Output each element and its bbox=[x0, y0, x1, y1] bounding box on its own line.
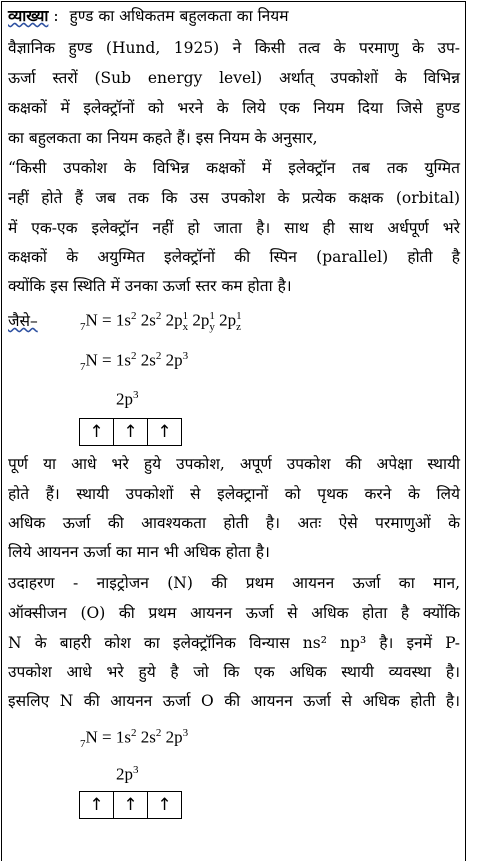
para2-line-3: में एक-एक इलेक्ट्रॉन नहीं हो जाता है। साथ ही साथ अर्धपूर्ण भरे bbox=[8, 219, 460, 237]
para4-line-2: ऑक्सीजन (O) की प्रथम आयनन ऊर्जा से अधिक होता है क्योंकि bbox=[8, 604, 460, 622]
para1-line-1: वैज्ञानिक हुण्ड (Hund, 1925) ने किसी तत्व के परमाणु के उप- bbox=[8, 39, 460, 57]
para3-line-2: होते हैं। स्थायी उपकोशों से इलेक्ट्रानों को पृथक करने के लिये bbox=[8, 485, 460, 503]
para4-line-4: उपकोश आधे भरे हुये है जो कि एक अधिक स्थायी व्यवस्था है। bbox=[8, 663, 460, 681]
para2-line-1: “किसी उपकोश के विभिन्न कक्षकों में इलेक्ट्रॉन तब तक युग्मित bbox=[8, 159, 460, 177]
para4-line-3: N के बाहरी कोश का इलेक्ट्रॉनिक विन्यास ns² np³ है। इनमें P- bbox=[8, 634, 460, 652]
para1-line-3: कक्षकों में इलेक्ट्रॉनों को भरने के लिये एक नियम दिया जिसे हुण्ड bbox=[8, 99, 460, 117]
para1-line-2: ऊर्जा स्तरों (Sub energy level) अर्थात् उपकोशों के विभिन्न bbox=[8, 69, 460, 87]
para4-line-1: उदाहरण - नाइट्रोजन (N) की प्रथम आयनन ऊर्जा का मान, bbox=[8, 574, 460, 592]
para1-line-4: का बहुलकता का नियम कहते हैं। इस नियम के अनुसार, bbox=[8, 129, 318, 147]
up-arrow-icon: ↑ bbox=[80, 792, 114, 818]
orbital-diagram-2 bbox=[79, 791, 182, 819]
example-label: जैसे– bbox=[8, 312, 38, 330]
up-arrow-icon: ↑ bbox=[157, 795, 172, 815]
para2-line-2: नहीं होते हैं जब तक कि उस उपकोश के प्रत्येक कक्षक (orbital) bbox=[8, 189, 460, 207]
para2-line-5: क्योंकि इस स्थिति में उनका ऊर्जा स्तर कम होता है। bbox=[8, 277, 292, 295]
electron-config-formula-3: $_7N = 1s^2$ $2s^2$ $2p^3$ bbox=[80, 727, 189, 751]
heading-colon: : bbox=[53, 7, 59, 25]
orbital-label-2: $2p^3$ bbox=[116, 764, 139, 784]
section-heading bbox=[8, 5, 288, 27]
para2-line-4: कक्षकों के अयुग्मित इलेक्ट्रॉनों की स्पिन (parallel) होती है bbox=[8, 248, 460, 266]
para4-line-5: इसलिए N की आयनन ऊर्जा O की आयनन ऊर्जा से अधिक होती है। bbox=[8, 692, 460, 710]
electron-config-formula-2: $_7N = 1s^2$ $2s^2$ $2p^3$ bbox=[80, 350, 189, 374]
up-arrow-icon: ↑ bbox=[80, 419, 114, 445]
heading-label: व्याख्या bbox=[8, 6, 49, 25]
orbital-diagram-1 bbox=[79, 418, 182, 446]
electron-config-formula-1: $_7N = 1s^2$ $2s^2$ 2p 1 x 2p 1 y 2p 1 z bbox=[80, 309, 242, 334]
up-arrow-icon: ↑ bbox=[157, 422, 172, 442]
heading-title: हुण्ड का अधिकतम बहुलकता का नियम bbox=[69, 7, 289, 25]
para3-line-3: अधिक ऊर्जा की आवश्यकता होती है। अतः ऐसे परमाणुओं के bbox=[8, 514, 460, 532]
up-arrow-icon: ↑ bbox=[114, 792, 148, 818]
up-arrow-icon: ↑ bbox=[114, 419, 148, 445]
para3-line-4: लिये आयनन ऊर्जा का मान भी अधिक होता है। bbox=[8, 543, 270, 561]
orbital-label-1: $2p^3$ bbox=[116, 389, 139, 409]
para3-line-1: पूर्ण या आधे भरे हुये उपकोश, अपूर्ण उपकोश की अपेक्षा स्थायी bbox=[8, 455, 460, 473]
